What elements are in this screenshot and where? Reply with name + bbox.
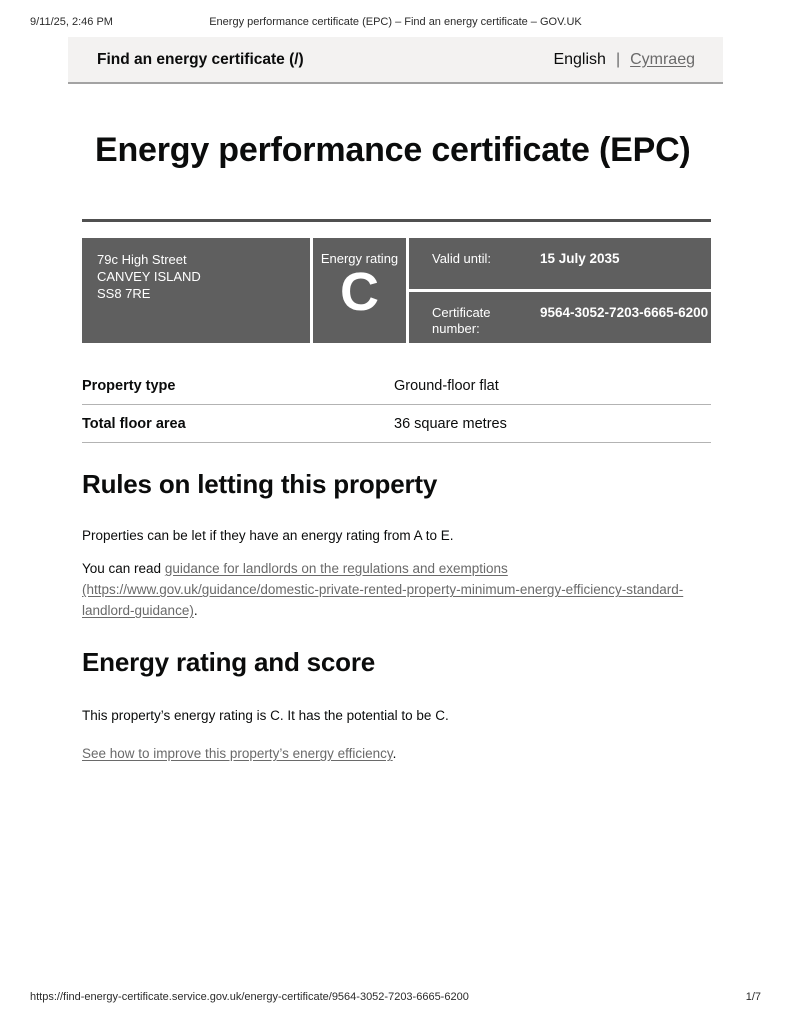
valid-until-row [409,238,711,289]
rating-paragraph-1: This property’s energy rating is C. It has the potential to be C. [82,708,449,723]
print-footer-url: https://find-energy-certificate.service.gov.uk/energy-certificate/9564-3052-7203-6665-6200 [30,991,469,1003]
certificate-number-value: 9564-3052-7203-6665-6200 [540,305,709,320]
table-row [82,405,711,443]
print-datetime: 9/11/25, 2:46 PM [30,16,113,28]
improve-efficiency-link[interactable]: See how to improve this property’s energy efficiency [82,746,393,761]
address-line-1: 79c High Street [97,252,187,267]
valid-until-label: Valid until: [432,251,492,266]
landlord-guidance-link[interactable]: guidance for landlords on the regulations and exemptions (https://www.gov.uk/guidance/domestic-private-rented-property-minimum-energy-efficiency-standard-landlord-guidance) [82,561,684,618]
property-type-label: Property type [82,377,176,394]
energy-rating-label: Energy rating [320,251,399,266]
certificate-summary-box [82,238,711,343]
property-facts-table [82,367,711,443]
language-current: English [553,50,606,68]
letting-paragraph-2 [82,558,711,621]
letting-section-heading: Rules on letting this property [82,469,438,499]
table-row [82,367,711,405]
service-header [68,37,723,84]
rating-link-paragraph [82,743,711,764]
property-type-value: Ground-floor flat [394,377,499,394]
main-content [82,84,711,764]
print-page-indicator: 1/7 [745,991,761,1003]
certificate-details-panel [409,238,711,343]
rating-link-suffix: . [392,746,397,761]
service-name-link[interactable]: Find an energy certificate (/) [97,50,304,68]
total-floor-area-value: 36 square metres [394,415,507,432]
print-footer [30,991,761,1003]
address-line-3: SS8 7RE [97,286,151,301]
property-address [82,238,310,343]
section-break-rule [82,219,711,222]
certificate-number-row [409,292,711,343]
language-alternate-link[interactable]: Cymraeg [630,50,695,68]
energy-rating-value: C [340,262,379,322]
energy-rating-panel [313,238,406,343]
letting-paragraph-2-suffix: . [193,603,198,618]
language-separator: | [615,50,621,68]
rating-section-heading: Energy rating and score [82,647,376,677]
valid-until-value: 15 July 2035 [540,251,620,266]
print-doc-title: Energy performance certificate (EPC) – Find an energy certificate – GOV.UK [209,16,582,28]
letting-paragraph-1: Properties can be let if they have an energy rating from A to E. [82,528,454,543]
total-floor-area-label: Total floor area [82,415,186,432]
certificate-number-label: Certificate number: [432,305,491,336]
address-line-2: CANVEY ISLAND [97,269,201,284]
letting-paragraph-2-prefix: You can read [82,561,165,576]
language-switch [553,51,695,69]
page-title: Energy performance certificate (EPC) [95,131,691,169]
